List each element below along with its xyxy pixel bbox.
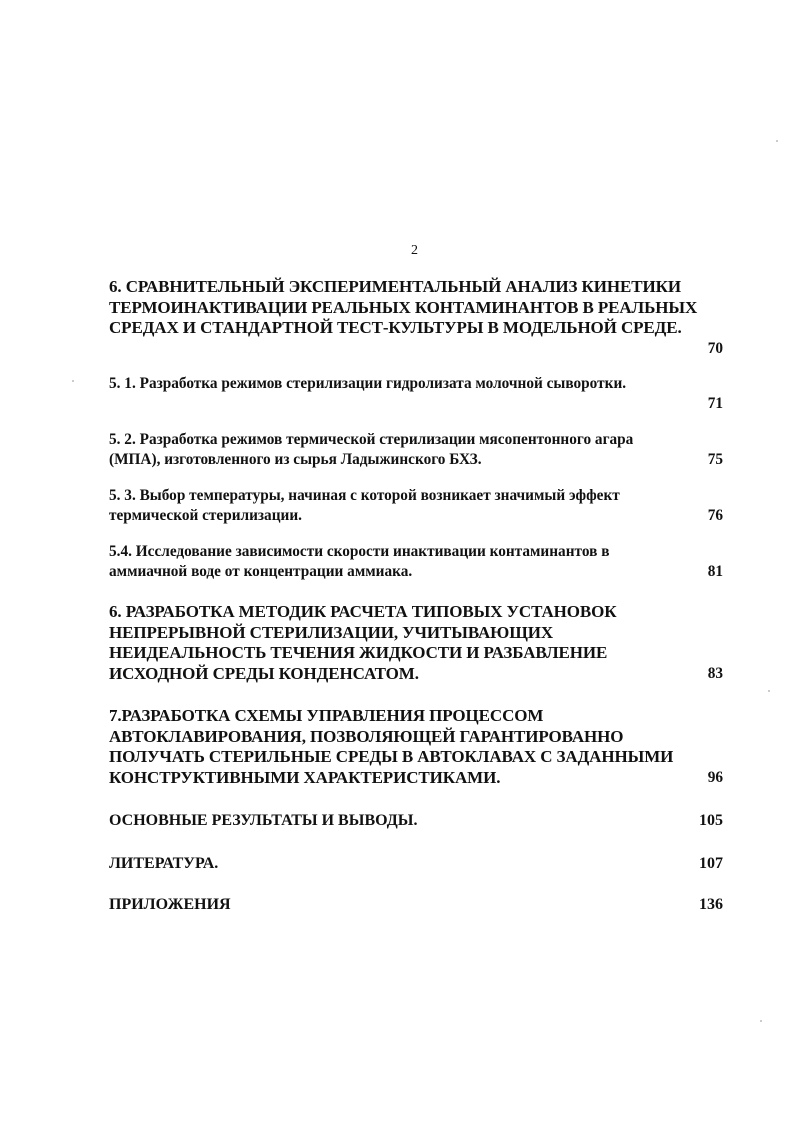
toc-entry-title-line: 5.4. Исследование зависимости скорости инактивации контаминантов в <box>109 543 610 560</box>
toc-entry-title-line: ОСНОВНЫЕ РЕЗУЛЬТАТЫ И ВЫВОДЫ. <box>109 812 418 829</box>
toc-entry-literature <box>109 854 723 874</box>
toc-entry-title-line: термической стерилизации. <box>109 506 302 524</box>
toc-entry-title-line: 5. 2. Разработка режимов термической стерилизации мясопентонного агара <box>109 431 634 448</box>
toc-entry-page: 96 <box>707 768 723 786</box>
toc-entry-title-line: АВТОКЛАВИРОВАНИЯ, ПОЗВОЛЯЮЩЕЙ ГАРАНТИРОВАННО <box>109 726 624 746</box>
toc-entry-title-line: (МПА), изготовленного из сырья Ладыжинского БХЗ. <box>109 450 482 468</box>
toc-entry-comparative-analysis <box>109 277 723 358</box>
toc-entry-title-line: 5. 3. Выбор температуры, начиная с которой возникает значимый эффект <box>109 487 620 504</box>
toc-entry-page: 107 <box>699 855 723 872</box>
scan-speck <box>72 380 74 382</box>
toc-entry-title-line: НЕПРЕРЫВНОЙ СТЕРИЛИЗАЦИИ, УЧИТЫВАЮЩИХ <box>109 622 554 642</box>
toc-entry-title-line: СРЕДАХ И СТАНДАРТНОЙ ТЕСТ-КУЛЬТУРЫ В МОДЕЛЬНОЙ СРЕДЕ. <box>109 318 682 337</box>
toc-entry-page: 81 <box>707 562 723 580</box>
toc-entry-page: 83 <box>707 664 723 682</box>
toc-entry-title-line: 7.РАЗРАБОТКА СХЕМЫ УПРАВЛЕНИЯ ПРОЦЕССОМ <box>109 706 544 725</box>
toc-entry-title-line: ИСХОДНОЙ СРЕДЫ КОНДЕНСАТОМ. <box>109 663 419 683</box>
toc-entry-calculation-methods <box>109 602 723 684</box>
toc-entry-page: 75 <box>707 450 723 468</box>
toc-entry-autoclave-control <box>109 706 723 788</box>
toc-entry-title-line: 6. СРАВНИТЕЛЬНЫЙ ЭКСПЕРИМЕНТАЛЬНЫЙ АНАЛИЗ КИНЕТИКИ <box>109 277 681 296</box>
page-number: 2 <box>411 243 418 258</box>
toc-entry-title-line: ПРИЛОЖЕНИЯ <box>109 896 231 913</box>
toc-entry-title-line: КОНСТРУКТИВНЫМИ ХАРАКТЕРИСТИКАМИ. <box>109 767 501 787</box>
toc-entry-title-line: 6. РАЗРАБОТКА МЕТОДИК РАСЧЕТА ТИПОВЫХ УСТАНОВОК <box>109 602 617 621</box>
toc-entry-whey-hydrolysate <box>109 374 723 413</box>
toc-entry-title-line: ЛИТЕРАТУРА. <box>109 855 219 872</box>
toc-entry-page: 70 <box>707 339 723 357</box>
toc-entry-appendices <box>109 895 723 915</box>
toc-entry-ammonia-water <box>109 542 723 581</box>
toc-entry-title-line: НЕИДЕАЛЬНОСТЬ ТЕЧЕНИЯ ЖИДКОСТИ И РАЗБАВЛЕНИЕ <box>109 643 608 662</box>
toc-entry-page: 105 <box>699 812 723 829</box>
toc-entry-page: 136 <box>699 896 723 913</box>
scan-speck <box>776 140 778 142</box>
scan-speck <box>768 690 770 692</box>
toc-entry-title-line: аммиачной воде от концентрации аммиака. <box>109 562 413 580</box>
toc-entry-title-line: ТЕРМОИНАКТИВАЦИИ РЕАЛЬНЫХ КОНТАМИНАНТОВ В РЕАЛЬНЫХ <box>109 297 698 317</box>
toc-entry-title-line: ПОЛУЧАТЬ СТЕРИЛЬНЫЕ СРЕДЫ В АВТОКЛАВАХ С ЗАДАННЫМИ <box>109 747 674 766</box>
toc-entry-title-line: 5. 1. Разработка режимов стерилизации гидролизата молочной сыворотки. <box>109 375 627 392</box>
toc-entry-temperature-choice <box>109 486 723 525</box>
toc-entry-main-results <box>109 811 723 831</box>
toc-entry-mpa-sterilization <box>109 430 723 469</box>
toc-entry-page: 71 <box>707 394 723 412</box>
toc-entry-page: 76 <box>707 506 723 524</box>
scan-speck <box>760 1020 762 1022</box>
